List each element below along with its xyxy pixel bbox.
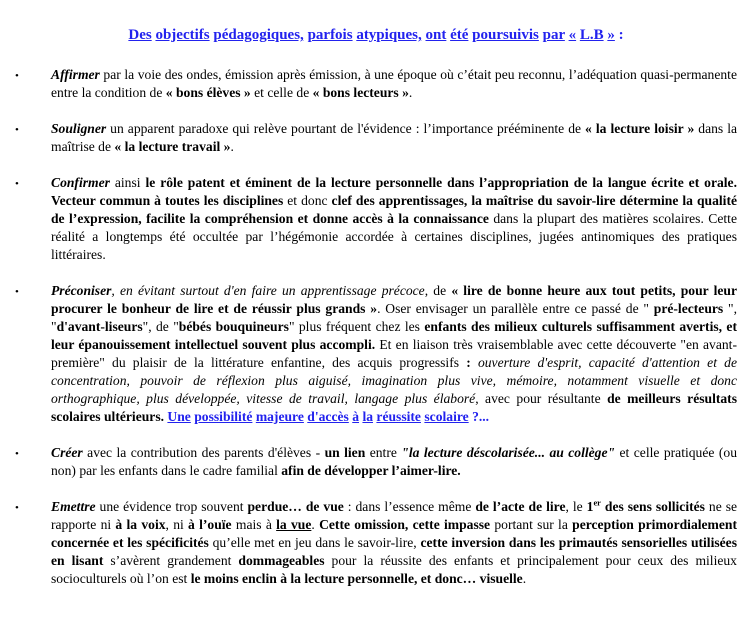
- text-run: « bons élèves »: [165, 85, 251, 100]
- text-run: de l’acte de lire: [475, 499, 566, 514]
- text-run: 1: [586, 499, 594, 514]
- text-run: s’avèrent grandement: [103, 553, 239, 568]
- bullet-paragraph: [51, 282, 737, 426]
- hyperlink-text[interactable]: objectifs: [155, 27, 210, 43]
- bullet-paragraph: [51, 66, 737, 102]
- hyperlink-text[interactable]: été: [450, 27, 469, 43]
- hyperlink-text[interactable]: à: [352, 409, 360, 424]
- hyperlink-text[interactable]: majeure: [255, 409, 304, 424]
- text-run: .: [230, 139, 234, 154]
- hyperlink-text[interactable]: atypiques,: [356, 27, 422, 43]
- text-run: ne se rapporte ni: [51, 499, 738, 532]
- text-run: bébés bouquineurs: [178, 319, 289, 334]
- text-run: le rôle patent et éminent de la lecture personnelle dans l’appropriation de la langue écrite et orale. Vecteur commun à toutes les disciplines: [51, 175, 737, 208]
- text-run: , le: [565, 499, 587, 514]
- text-run: Créer: [51, 445, 83, 460]
- hyperlink-text[interactable]: pédagogiques,: [213, 27, 304, 43]
- hyperlink-text[interactable]: :: [614, 27, 624, 43]
- text-run: ainsi: [109, 175, 146, 190]
- text-run: Cette omission, cette impasse: [319, 517, 491, 532]
- bullet-paragraph: [51, 498, 737, 588]
- text-run: .: [160, 409, 168, 424]
- text-run: pré-lecteurs: [653, 301, 724, 316]
- bullet-marker: •: [15, 502, 19, 514]
- text-run: le moins enclin à la lecture personnelle, et donc… visuelle: [190, 571, 523, 586]
- text-run: « bons lecteurs »: [312, 85, 409, 100]
- bullet-item-preconiser: [15, 282, 737, 426]
- bullet-marker: •: [15, 70, 19, 82]
- bullet-item-creer: [15, 444, 737, 480]
- text-run: , avec pour résultante: [475, 391, 608, 406]
- text-run: Emettre: [51, 499, 96, 514]
- bullet-item-souligner: [15, 120, 737, 156]
- bullet-paragraph: [51, 120, 737, 156]
- text-run: , de: [424, 283, 452, 298]
- hyperlink-text[interactable]: scolaire: [424, 409, 469, 424]
- text-run: ", ": [51, 301, 737, 334]
- text-run: Et en liaison très vraisemblable avec cette découverte "en avant-première" du plaisir de la littérature enfantine, des acquis progressifs: [51, 337, 737, 370]
- hyperlink-text[interactable]: «: [568, 27, 577, 43]
- hyperlink-text[interactable]: par: [542, 27, 565, 43]
- text-run: :: [459, 355, 471, 370]
- text-run: à la voix: [115, 517, 166, 532]
- text-run: , en évitant surtout d'en faire un apprentissage précoce: [111, 283, 425, 298]
- text-run: .: [311, 517, 320, 532]
- text-run: .: [408, 85, 413, 100]
- text-run: ouverture d'esprit, capacité d'attention et de concentration, pouvoir de réflexion plus aiguisé, imagination plus vive, mémoire, notamment visuelle et donc orthographique, plus développée, vitesse de travail, langage plus élaboré: [51, 355, 737, 406]
- bullet-paragraph: [51, 444, 737, 480]
- text-run: et donc: [283, 193, 332, 208]
- text-run: et celle pratiquée (ou non) par les enfants dans le cadre familial: [51, 445, 737, 478]
- hyperlink-text[interactable]: ont: [425, 27, 447, 43]
- bullet-item-affirmer: [15, 66, 737, 102]
- text-run: er: [593, 497, 601, 508]
- text-run: perdue… de vue: [247, 499, 344, 514]
- text-run: une évidence trop souvent: [95, 499, 248, 514]
- hyperlink-text[interactable]: Une: [167, 409, 191, 424]
- text-run: « la lecture travail »: [114, 139, 231, 154]
- text-run: des sens sollicités: [600, 499, 705, 514]
- text-run: entre: [365, 445, 402, 460]
- text-run: ", de ": [142, 319, 179, 334]
- bullet-list: [15, 66, 737, 588]
- text-run: pour la réussite des enfants et principalement pour ceux des milieux socioculturels où l’on est: [51, 553, 737, 586]
- text-run: avec la contribution des parents d'élèves -: [82, 445, 325, 460]
- bullet-item-confirmer: [15, 174, 737, 264]
- hyperlink-text[interactable]: »: [607, 27, 615, 43]
- page-title: [15, 25, 737, 45]
- text-run: cette inversion dans les primautés sensorielles utilisées en lisant: [51, 535, 738, 568]
- bullet-marker: •: [15, 178, 19, 190]
- text-run: qu’elle met en jeu dans le savoir-lire,: [208, 535, 421, 550]
- bullet-paragraph: [51, 174, 737, 264]
- text-run: de meilleurs résultats scolaires ultérieurs: [51, 391, 737, 424]
- hyperlink-text[interactable]: parfois: [307, 27, 353, 43]
- text-run: la vue: [276, 517, 312, 532]
- text-run: clef des apprentissages, la maîtrise du savoir-lire détermine la qualité de l’expression, facilite la compréhension et donne accès à la connaissance: [51, 193, 737, 226]
- text-run: à l’ouïe: [188, 517, 232, 532]
- text-run: mais à: [231, 517, 277, 532]
- bullet-marker: •: [15, 448, 19, 460]
- text-run: « la lecture loisir »: [585, 121, 695, 136]
- hyperlink-text[interactable]: L.B: [579, 27, 604, 43]
- text-run: "la lecture déscolarisée... au collège": [401, 445, 616, 460]
- text-run: enfants des milieux culturels suffisamment avertis, et leur épanouissement intellectuel souvent plus accompli.: [51, 319, 737, 352]
- hyperlink-text[interactable]: réussite: [376, 409, 421, 424]
- text-run: Confirmer: [51, 175, 110, 190]
- hyperlink-text[interactable]: Des: [128, 27, 152, 43]
- text-run: dans la maîtrise de: [51, 121, 738, 154]
- text-run: Préconiser: [51, 283, 112, 298]
- text-run: perception primordialement concernée et les spécificités: [51, 517, 738, 550]
- text-run: un apparent paradoxe qui relève pourtant de l'évidence : l’importance prééminente de: [106, 121, 586, 136]
- text-run: : dans l’essence même: [343, 499, 476, 514]
- text-run: afin de développer l’aimer-lire.: [281, 463, 461, 478]
- hyperlink-text[interactable]: d'accès: [307, 409, 349, 424]
- text-run: , ni: [165, 517, 189, 532]
- bullet-item-emettre: [15, 498, 737, 588]
- hyperlink-text[interactable]: possibilité: [194, 409, 253, 424]
- text-run: dommageables: [238, 553, 325, 568]
- text-run: Affirmer: [51, 67, 100, 82]
- text-run: .: [522, 571, 527, 586]
- bullet-marker: •: [15, 124, 19, 136]
- text-run: un lien: [324, 445, 366, 460]
- text-run: " plus fréquent chez les: [288, 319, 425, 334]
- text-run: par la voie des ondes, émission après émission, à une époque où c’était peu reconnu, l’adéquation quasi-permanente entre la condition de: [51, 67, 737, 100]
- text-run: et celle de: [250, 85, 313, 100]
- text-run: d'avant-liseurs: [56, 319, 143, 334]
- hyperlink-text[interactable]: poursuivis: [472, 27, 539, 43]
- text-run: Souligner: [51, 121, 107, 136]
- bullet-marker: •: [15, 286, 19, 298]
- text-run: . Oser envisager un parallèle entre ce passé de ": [377, 301, 654, 316]
- hyperlink-text[interactable]: la: [362, 409, 374, 424]
- text-run: dans la plupart des matières scolaires. Cette réalité a longtemps été occultée par l’hégémonie accordée à certaines disciplines, jugées antinomiques des pratiques littéraires.: [51, 211, 737, 262]
- text-run: portant sur la: [490, 517, 573, 532]
- text-run: « lire de bonne heure aux tout petits, pour leur procurer le bonheur de lire et de réussir plus grands »: [51, 283, 738, 316]
- text-run: [471, 355, 478, 370]
- hyperlink-text[interactable]: ?...: [468, 409, 490, 424]
